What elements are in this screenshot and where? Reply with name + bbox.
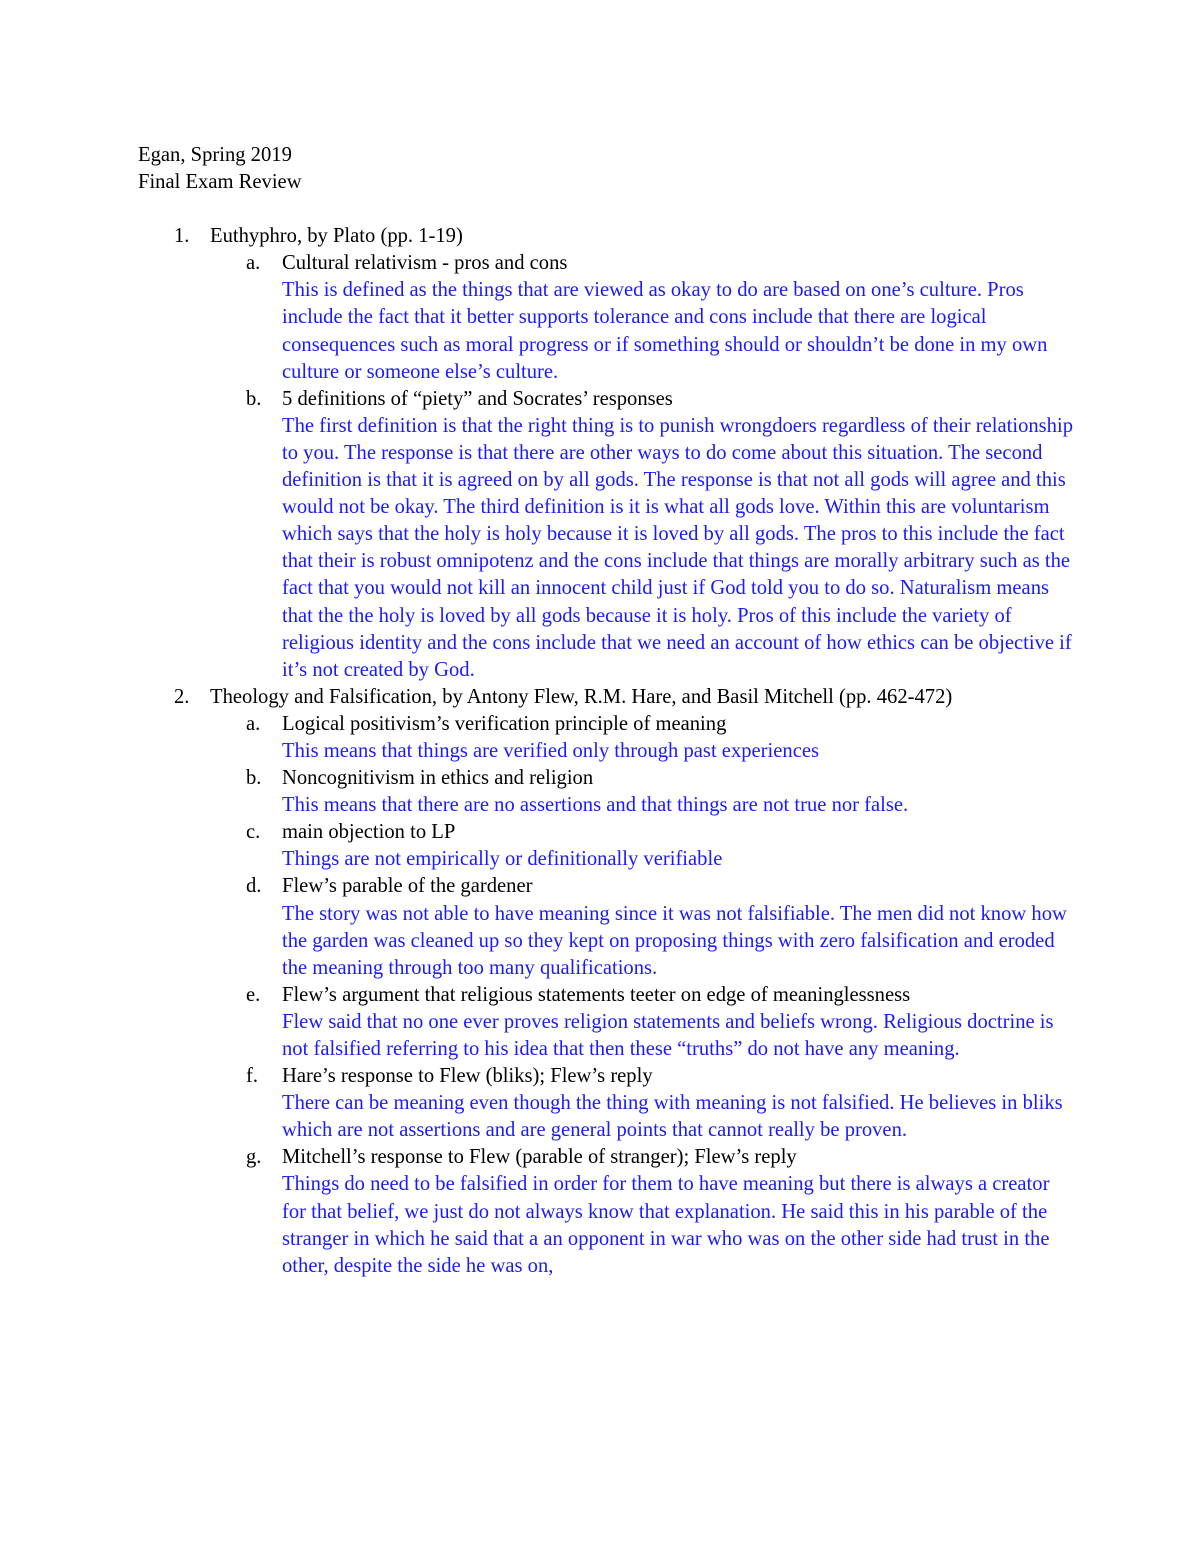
item-answer: Things are not empirically or definitionally verifiable <box>282 848 723 871</box>
spacer <box>138 196 1078 223</box>
course-header: Egan, Spring 2019 <box>138 144 292 166</box>
item-prompt: 5 definitions of “piety” and Socrates’ responses <box>282 387 673 410</box>
item-letter: e. <box>246 983 261 1006</box>
item-answer: This means that there are no assertions and that things are not true nor false. <box>282 794 909 817</box>
section-1 <box>138 223 1078 684</box>
list-item <box>210 711 1078 765</box>
item-answer: This means that things are verified only through past experiences <box>282 739 819 762</box>
document-page <box>138 142 1078 1280</box>
section-title: Theology and Falsification, by Antony Flew, R.M. Hare, and Basil Mitchell (pp. 462-472) <box>210 685 953 708</box>
list-item <box>210 819 1078 873</box>
item-answer: The first definition is that the right thing is to punish wrongdoers regardless of their relationship to you. The response is that there are other ways to do come about this situation. The second definition is that it is agreed on by all gods. The response is that not all gods will agree and this would not be okay. The third definition is it is what all gods love. Within this are voluntarism which says that the holy is holy because it is loved by all gods. The pros to this include the fact that their is robust omnipotenz and the cons include that things are morally arbitrary such as the fact that you would not kill an innocent child just if God told you to do so. Naturalism means that the the holy is loved by all gods because it is holy. Pros of this include the variety of religious identity and the cons include that we need an account of how ethics can be objective if it’s not created by God. <box>282 414 1073 681</box>
item-prompt: Mitchell’s response to Flew (parable of stranger); Flew’s reply <box>282 1146 797 1169</box>
item-prompt: Hare’s response to Flew (bliks); Flew’s reply <box>282 1065 653 1088</box>
list-item <box>210 873 1078 981</box>
item-prompt: main objection to LP <box>282 821 456 844</box>
section-number: 1. <box>174 225 190 248</box>
item-letter: c. <box>246 821 261 844</box>
item-answer: There can be meaning even though the thing with meaning is not falsified. He believes in bliks which are not assertions and are general points that cannot really be proven. <box>282 1092 1063 1142</box>
item-prompt: Cultural relativism - pros and cons <box>282 252 568 275</box>
item-letter: f. <box>246 1065 259 1088</box>
list-item <box>210 1144 1078 1279</box>
item-letter: b. <box>246 387 262 410</box>
item-letter: g. <box>246 1146 262 1169</box>
item-prompt: Flew’s argument that religious statements teeter on edge of meaninglessness <box>282 983 911 1006</box>
document-title: Final Exam Review <box>138 171 302 194</box>
list-item <box>210 765 1078 819</box>
section-2 <box>138 684 1078 1280</box>
list-item <box>210 1063 1078 1144</box>
item-answer: This is defined as the things that are viewed as okay to do are based on one’s culture. Pros include the fact that it better supports tolerance and cons include that there are logical consequences such as moral progress or if something should or shouldn’t be done in my own culture or someone else’s culture. <box>282 279 1048 383</box>
section-title: Euthyphro, by Plato (pp. 1-19) <box>210 225 463 248</box>
list-item <box>210 250 1078 385</box>
section-number: 2. <box>174 685 190 708</box>
item-answer: Flew said that no one ever proves religion statements and beliefs wrong. Religious doctrine is not falsified referring to his idea that then these “truths” do not have any meaning. <box>282 1010 1054 1060</box>
list-item <box>210 386 1078 684</box>
item-letter: d. <box>246 875 262 898</box>
item-letter: b. <box>246 767 262 790</box>
list-item <box>210 982 1078 1063</box>
item-prompt: Flew’s parable of the gardener <box>282 875 533 898</box>
item-letter: a. <box>246 252 261 275</box>
item-answer: The story was not able to have meaning since it was not falsifiable. The men did not know how the garden was cleaned up so they kept on proposing things with zero falsification and eroded the meaning through too many qualifications. <box>282 902 1067 979</box>
item-answer: Things do need to be falsified in order for them to have meaning but there is always a creator for that belief, we just do not always know that explanation. He said this in his parable of the stranger in which he said that a an opponent in war who was on the other side had trust in the other, despite the side he was on, <box>282 1173 1050 1277</box>
item-letter: a. <box>246 712 261 735</box>
item-prompt: Logical positivism’s verification principle of meaning <box>282 712 727 735</box>
item-prompt: Noncognitivism in ethics and religion <box>282 767 594 790</box>
